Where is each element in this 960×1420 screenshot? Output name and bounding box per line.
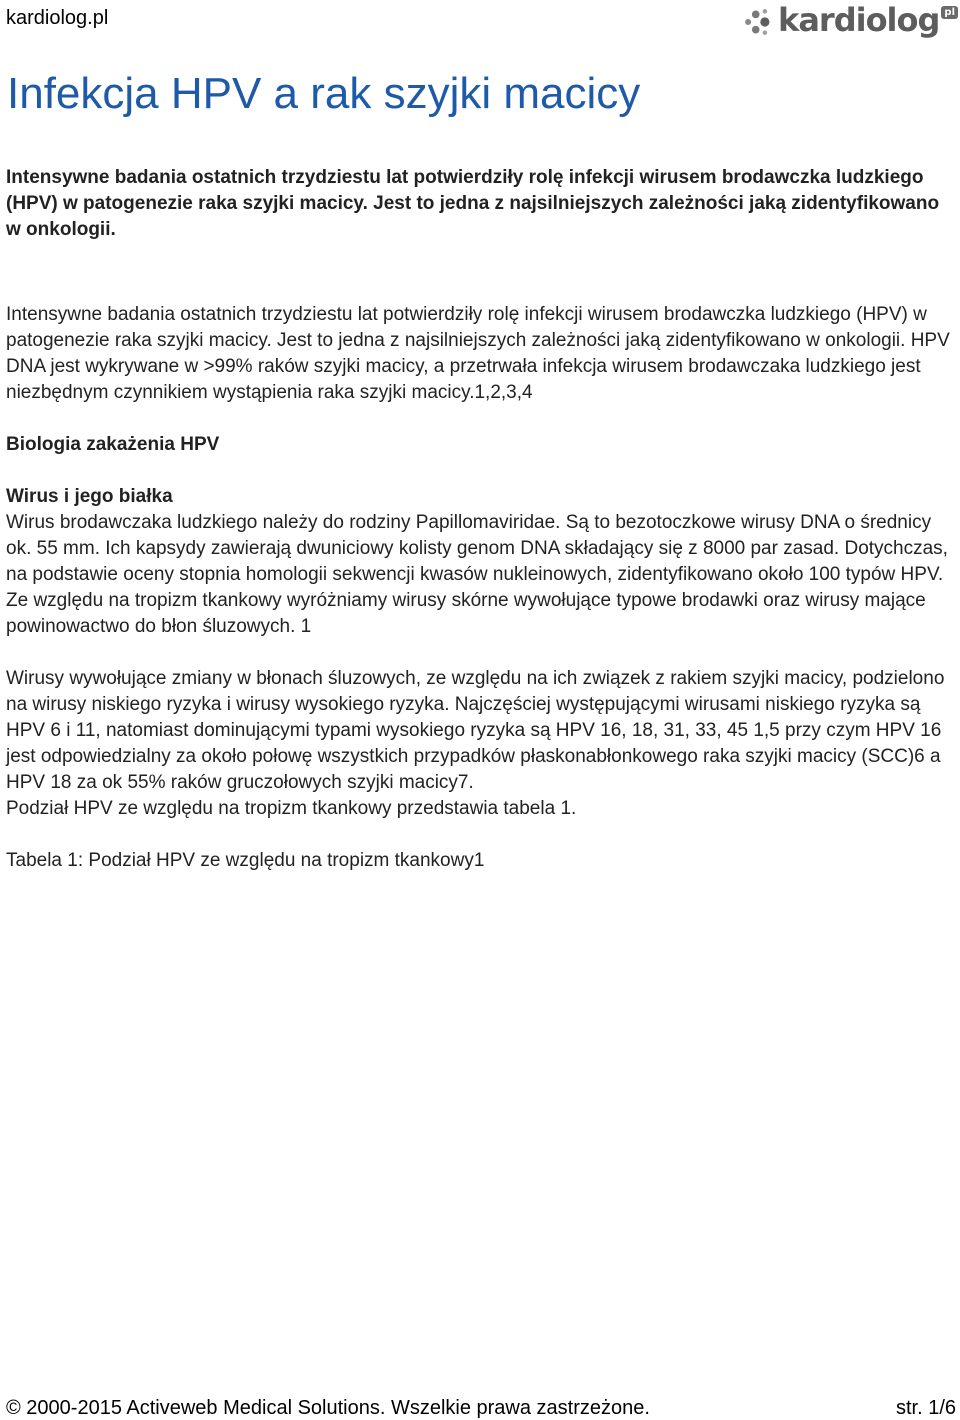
page-footer <box>6 1396 956 1420</box>
site-name: kardiolog.pl <box>6 7 109 29</box>
paragraph-intro: Intensywne badania ostatnich trzydziestu lat potwierdziły rolę infekcji wirusem brodawczka ludzkiego (HPV) w patogenezie raka szyjki macicy. Jest to jedna z najsilniejszych zależności jaką zidentyfikowano w onkologii. HPV DNA jest wykrywane w >99% raków szyjki macicy, a przetrwała infekcja wirusem brodawczaka ludzkiego jest niezbędnym czynnikiem wystąpienia raka szyjki macicy.1,2,3,4 <box>6 304 950 403</box>
paragraph-table-reference: Podział HPV ze względu na tropizm tkankowy przedstawia tabela 1. <box>6 798 577 819</box>
kardiolog-logo[interactable] <box>742 0 958 44</box>
footer-page-number: str. 1/6 <box>895 1397 956 1419</box>
logo-badge: pl <box>941 6 958 19</box>
footer-copyright: © 2000-2015 Activeweb Medical Solutions. Wszelkie prawa zastrzeżone. <box>6 1397 650 1419</box>
section-heading-virus-proteins: Wirus i jego białka <box>6 486 173 507</box>
section-heading-biology: Biologia zakażenia HPV <box>6 434 220 455</box>
article-lead: Intensywne badania ostatnich trzydziestu lat potwierdziły rolę infekcji wirusem brodawczka ludzkiego (HPV) w patogenezie raka szyjki macicy. Jest to jedna z najsilniejszych zależności jaką zidentyfikowano w onkologii. <box>6 167 940 240</box>
logo-text: kardiolog <box>778 1 940 39</box>
article-content <box>6 165 956 874</box>
paragraph-virus-description: Wirus brodawczaka ludzkiego należy do rodziny Papillomaviridae. Są to bezotoczkowe wirusy DNA o średnicy ok. 55 mm. Ich kapsydy zawierają dwuniciowy kolisty genom DNA składający się z 8000 par zasad. Dotychczas, na podstawie oceny stopnia homologii sekwencji kwasów nukleinowych, zidentyfikowano około 100 typów HPV. <box>6 512 948 585</box>
logo-dots-icon <box>742 2 774 42</box>
paragraph-risk-types: Wirusy wywołujące zmiany w błonach śluzowych, ze względu na ich związek z rakiem szyjki macicy, podzielono na wirusy niskiego ryzyka i wirusy wysokiego ryzyka. Najczęściej występującymi wirusami niskiego ryzyka są HPV 6 i 11, natomiast dominującymi typami wysokiego ryzyka są HPV 16, 18, 31, 33, 45 1,5 przy czym HPV 16 jest odpowiedzialny za około połowę wszystkich przypadków płaskonabłonkowego raka szyjki macicy (SCC)6 a HPV 18 za ok 55% raków gruczołowych szyjki macicy7. <box>6 668 945 793</box>
page-title: Infekcja HPV a rak szyjki macicy <box>7 69 641 118</box>
table-caption: Tabela 1: Podział HPV ze względu na tropizm tkankowy1 <box>6 850 485 871</box>
paragraph-tropism: Ze względu na tropizm tkankowy wyróżniamy wirusy skórne wywołujące typowe brodawki oraz wirusy mające powinowactwo do błon śluzowych. 1 <box>6 590 926 637</box>
